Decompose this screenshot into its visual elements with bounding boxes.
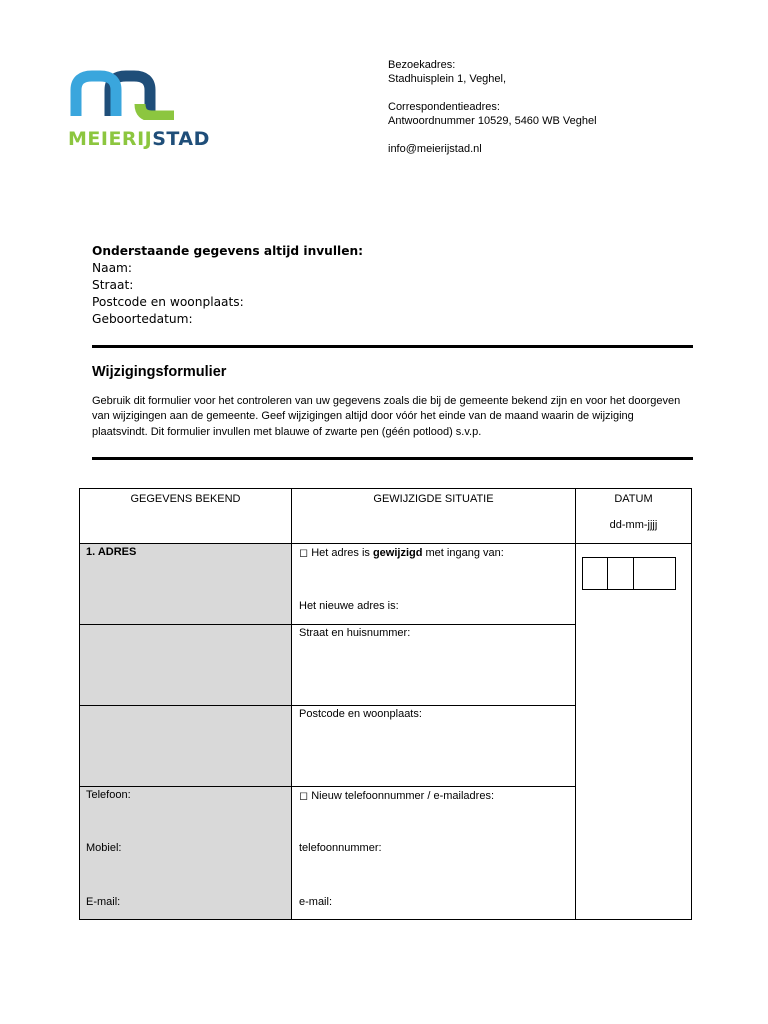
divider-top: [92, 345, 693, 348]
section-title: 1. ADRES: [86, 546, 137, 558]
visit-label: Bezoekadres:: [388, 59, 456, 71]
checkbox-icon[interactable]: ◻: [299, 547, 309, 559]
mail-label: Correspondentieadres:: [388, 101, 500, 113]
field-street: Straat:: [92, 278, 134, 292]
new-contact-option[interactable]: [299, 789, 494, 802]
date-format: dd-mm-jjjj: [609, 519, 658, 531]
form-title: Wijzigingsformulier: [92, 364, 227, 380]
checkbox-icon[interactable]: ◻: [299, 790, 309, 802]
postcode-city-label: Postcode en woonplaats:: [299, 708, 422, 720]
logo-text-part1: MEIERIJ: [68, 128, 153, 150]
row-line-3: [80, 786, 576, 787]
email-address[interactable]: info@meierijstad.nl: [388, 143, 482, 155]
field-name: Naam:: [92, 261, 133, 275]
logo-text-part2: STAD: [152, 128, 210, 150]
new-address-label: Het nieuwe adres is:: [299, 600, 399, 612]
col-divider-2: [575, 489, 576, 919]
header-known: GEGEVENS BEKEND: [130, 493, 241, 505]
known-mobile-label: Mobiel:: [86, 842, 122, 854]
logo-wordmark: [68, 128, 210, 150]
address-changed-post: met ingang van:: [422, 547, 504, 559]
row-line-2: [80, 705, 576, 706]
logo-m-icon: [68, 70, 178, 120]
header-changed: GEWIJZIGDE SITUATIE: [373, 493, 494, 505]
mail-address: Antwoordnummer 10529, 5460 WB Veghel: [388, 115, 597, 127]
address-changed-pre: Het adres is: [311, 547, 373, 559]
change-table: [79, 488, 692, 920]
date-input-boxes[interactable]: [582, 557, 676, 590]
header-date: DATUM: [614, 493, 653, 505]
required-fields: [92, 243, 363, 328]
known-phone-label: Telefoon:: [86, 789, 131, 801]
address-changed-bold: gewijzigd: [372, 547, 423, 559]
new-email-label: e-mail:: [299, 896, 333, 908]
header-line: [80, 543, 691, 544]
required-heading: Onderstaande gegevens altijd invullen:: [92, 244, 364, 258]
visit-address: Stadhuisplein 1, Veghel,: [388, 73, 507, 85]
address-changed-option[interactable]: [299, 546, 504, 559]
col-divider-1: [291, 489, 292, 919]
row-line-1: [80, 624, 576, 625]
new-contact-label: Nieuw telefoonnummer / e-mailadres:: [311, 790, 495, 802]
field-postcode: Postcode en woonplaats:: [92, 295, 244, 309]
known-column-bg: [80, 544, 292, 919]
contact-block: [388, 58, 597, 156]
new-phone-label: telefoonnummer:: [299, 842, 382, 854]
form-intro: Gebruik dit formulier voor het controleren van uw gegevens zoals die bij de gemeente bekend zijn en voor het doorgeven van wijzigingen aan de gemeente. Geef wijzigingen altijd door vóór het einde van de maand waarin de wijziging plaatsvindt. Dit formulier invullen met blauwe of zwarte pen (géén potlood) s.v.p.: [92, 395, 681, 438]
field-birthdate: Geboortedatum:: [92, 312, 193, 326]
street-label: Straat en huisnummer:: [299, 627, 411, 639]
divider-bottom: [92, 457, 693, 460]
known-email-label: E-mail:: [86, 896, 121, 908]
meierijstad-logo: [68, 70, 228, 155]
